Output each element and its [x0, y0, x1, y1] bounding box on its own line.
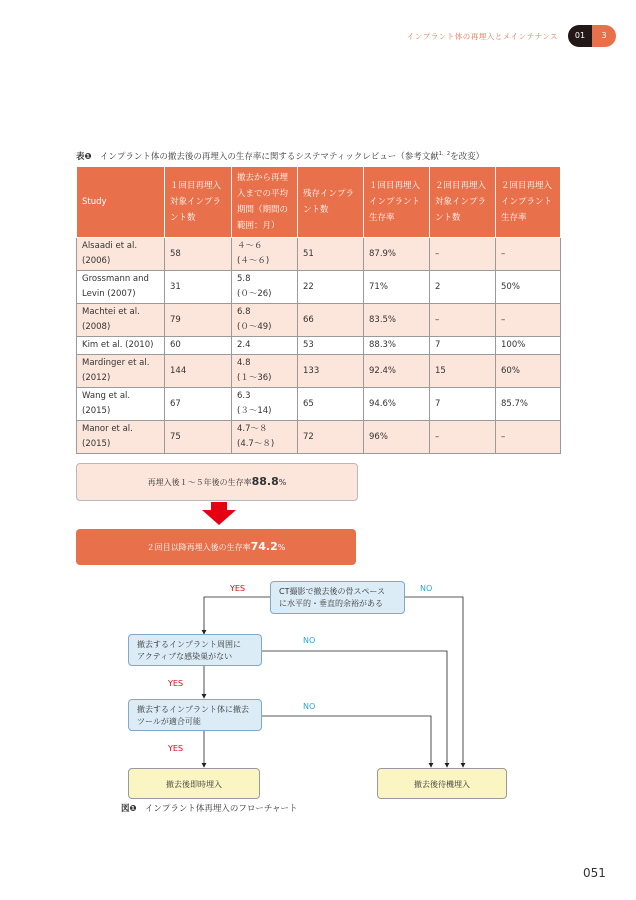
infection-check-box	[128, 634, 262, 666]
cell-first-rate: 94.6%	[364, 388, 430, 421]
cell-second-count: 15	[430, 355, 496, 388]
header-surviving: 残存インプラント数	[298, 167, 364, 238]
cell-surviving: 22	[298, 271, 364, 304]
cell-study: Alsaadi et al. (2006)	[77, 238, 165, 271]
cell-study: Machtei et al. (2008)	[77, 304, 165, 337]
table-caption-marker: 表❶	[76, 152, 92, 162]
figure-caption	[121, 802, 298, 814]
removal-tool-text: 撤去するインプラント体に撤去 ツールが適合可能	[137, 705, 249, 726]
cell-surviving: 133	[298, 355, 364, 388]
cell-first-rate: 83.5%	[364, 304, 430, 337]
cell-period: 6.8 (０〜49)	[232, 304, 298, 337]
page-number: 051	[583, 866, 606, 880]
survival-rate-second-text: ２回目以降再埋入後の生存率	[146, 543, 251, 552]
yes-label-tool: YES	[168, 744, 184, 753]
connector-infection-no	[262, 651, 447, 767]
cell-period: 2.4	[232, 337, 298, 355]
cell-study: Kim et al. (2010)	[77, 337, 165, 355]
cell-surviving: 53	[298, 337, 364, 355]
cell-second-rate: 50%	[496, 271, 561, 304]
delayed-placement-box	[377, 768, 507, 799]
cell-second-rate: 85.7%	[496, 388, 561, 421]
cell-second-count: 7	[430, 337, 496, 355]
cell-second-count: –	[430, 304, 496, 337]
survival-rate-first-text: 再埋入後１〜５年後の生存率	[147, 478, 252, 487]
no-label-ct: NO	[420, 584, 433, 593]
survival-rate-second-unit: %	[277, 543, 286, 552]
cell-first-count: 144	[165, 355, 232, 388]
immediate-placement-box	[128, 768, 260, 799]
cell-first-count: 58	[165, 238, 232, 271]
cell-surviving: 66	[298, 304, 364, 337]
header-period: 撤去から再埋入までの平均期間（期間の範囲：月）	[232, 167, 298, 238]
cell-second-count: 7	[430, 388, 496, 421]
cell-period: ４〜６ (４〜６)	[232, 238, 298, 271]
cell-first-count: 67	[165, 388, 232, 421]
section-number: 3	[592, 25, 616, 47]
yes-label-infection: YES	[168, 679, 184, 688]
cell-second-rate: –	[496, 304, 561, 337]
cell-study: Grossmann and Levin (2007)	[77, 271, 165, 304]
cell-period: 6.3 (３〜14)	[232, 388, 298, 421]
chapter-number: 01	[568, 25, 592, 47]
table-caption-suffix: を改変）	[450, 152, 485, 162]
survival-rate-second-value: 74.2	[250, 540, 278, 553]
no-label-infection: NO	[303, 636, 316, 645]
yes-label-ct: YES	[230, 584, 246, 593]
down-arrow-icon	[202, 502, 236, 525]
cell-second-rate: 100%	[496, 337, 561, 355]
figure-caption-marker: 図❶	[121, 804, 137, 814]
cell-first-count: 75	[165, 421, 232, 454]
no-label-tool: NO	[303, 702, 316, 711]
connector-ct-no	[405, 597, 463, 767]
cell-second-rate: –	[496, 238, 561, 271]
ct-space-box	[270, 581, 405, 614]
cell-first-count: 79	[165, 304, 232, 337]
connector-ct-yes	[204, 597, 270, 634]
cell-period: 4.7〜８ (4.7〜８)	[232, 421, 298, 454]
cell-first-rate: 92.4%	[364, 355, 430, 388]
immediate-placement-text: 撤去後即時埋入	[166, 780, 222, 789]
cell-second-rate: 60%	[496, 355, 561, 388]
header-first-rate: １回目再埋入インプラント生存率	[364, 167, 430, 238]
header-second-rate: ２回目再埋入インプラント生存率	[496, 167, 561, 238]
figure-caption-text: インプラント体再埋入のフローチャート	[144, 804, 298, 814]
delayed-placement-text: 撤去後待機埋入	[414, 780, 470, 789]
ct-space-text: CT撮影で撤去後の骨スペース に水平的・垂直的余裕がある	[279, 587, 386, 608]
cell-study: Wang et al. (2015)	[77, 388, 165, 421]
cell-surviving: 65	[298, 388, 364, 421]
survival-rate-first-value: 88.8	[251, 475, 279, 488]
running-header-title: インプラント体の再埋入とメインテナンス	[406, 32, 558, 41]
cell-second-count: 2	[430, 271, 496, 304]
cell-study: Mardinger et al. (2012)	[77, 355, 165, 388]
cell-first-count: 60	[165, 337, 232, 355]
cell-second-count: –	[430, 238, 496, 271]
cell-first-rate: 96%	[364, 421, 430, 454]
cell-first-rate: 71%	[364, 271, 430, 304]
removal-tool-box	[128, 699, 262, 731]
connector-tool-no	[262, 716, 431, 767]
header-study: Study	[77, 167, 165, 238]
cell-first-rate: 88.3%	[364, 337, 430, 355]
table-caption-ref: 1、2	[438, 151, 451, 158]
infection-check-text: 撤去するインプラント周囲に アクティブな感染巣がない	[137, 640, 241, 661]
cell-first-count: 31	[165, 271, 232, 304]
cell-period: 4.8 (１〜36)	[232, 355, 298, 388]
cell-period: 5.8 (０〜26)	[232, 271, 298, 304]
cell-surviving: 51	[298, 238, 364, 271]
header-first-count: １回目再埋入対象インプラント数	[165, 167, 232, 238]
cell-first-rate: 87.9%	[364, 238, 430, 271]
cell-surviving: 72	[298, 421, 364, 454]
cell-study: Manor et al. (2015)	[77, 421, 165, 454]
header-second-count: ２回目再埋入対象インプラント数	[430, 167, 496, 238]
cell-second-rate: –	[496, 421, 561, 454]
table-caption-text: インプラント体の撤去後の再埋入の生存率に関するシステマティックレビュー（参考文献	[99, 152, 439, 162]
survival-rate-first-unit: %	[278, 478, 287, 487]
cell-second-count: –	[430, 421, 496, 454]
